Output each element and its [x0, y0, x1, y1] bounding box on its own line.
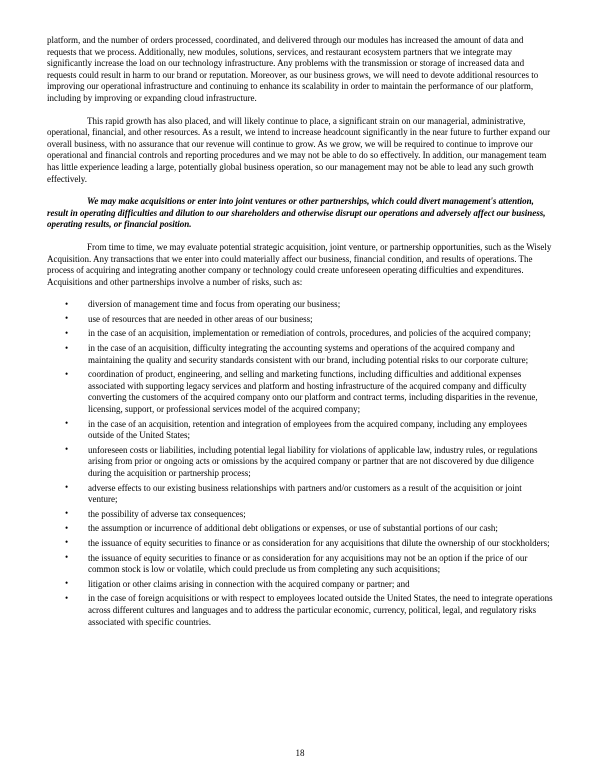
bullet-icon: •: [65, 298, 69, 309]
list-item-text: in the case of an acquisition, implementation or remediation of controls, procedures, and policies of the acquired company;: [88, 328, 531, 339]
list-item: [47, 419, 553, 442]
list-item: [47, 369, 553, 415]
bullet-icon: •: [65, 327, 69, 338]
bullet-icon: •: [65, 508, 69, 519]
bullet-icon: •: [65, 537, 69, 548]
list-item-text: the issuance of equity securities to finance or as consideration for any acquisitions may not be an option if the price of our common stock is low or volatile, which could preclude us from completing any such acquisitions;: [88, 552, 528, 575]
bullet-icon: •: [65, 592, 69, 603]
list-item: [47, 523, 553, 535]
bullet-icon: •: [65, 313, 69, 324]
list-item-text: the possibility of adverse tax consequences;: [88, 508, 246, 519]
list-item-text: diversion of management time and focus from operating our business;: [88, 299, 341, 310]
bullet-icon: •: [65, 578, 69, 589]
page-number: 18: [295, 748, 305, 759]
list-item: [47, 328, 553, 340]
list-item-text: adverse effects to our existing business relationships with partners and/or customers as a result of the acquisition or joint venture;: [88, 482, 522, 505]
list-item-text: the issuance of equity securities to finance or as consideration for any acquisitions that dilute the ownership of our stockholders;: [88, 537, 550, 548]
list-item: [47, 299, 553, 311]
list-item-text: litigation or other claims arising in connection with the acquired company or partner; and: [88, 578, 410, 589]
bullet-icon: •: [65, 342, 69, 353]
bullet-icon: •: [65, 418, 69, 429]
list-item: [47, 509, 553, 521]
list-item-text: unforeseen costs or liabilities, including potential legal liability for violations of applicable law, industry rules, or regulations arising from prior or ongoing acts or omissions by the acquired company or partner that are not discovered by due diligence during the acquisition or partnership process;: [88, 444, 538, 478]
bullet-icon: •: [65, 368, 69, 379]
list-item: [47, 483, 553, 506]
list-item: [47, 343, 553, 366]
bullet-icon: •: [65, 552, 69, 563]
body-paragraph: platform, and the number of orders processed, coordinated, and delivered through our modules has increased the amount of data and requests that we process. Additionally, new modules, solutions, services, and restaurant ecosystem partners that we integrate may significantly increase the load on our technology infrastructure. Any problems with the transmission or storage of increased data and requests could result in harm to our brand or reputation. Moreover, as our business grows, we will need to devote additional resources to improving our operational infrastructure and continuing to enhance its scalability in order to maintain the performance of our platform, including by improving or expanding cloud infrastructure.: [47, 35, 539, 103]
bullet-icon: •: [65, 482, 69, 493]
bullet-icon: •: [65, 444, 69, 455]
list-item-text: coordination of product, engineering, and selling and marketing functions, including difficulties and additional expenses associated with supporting legacy services and platform and hosting infrastructure of the acquired company and difficulty converting the customers of the acquired company onto our platform and contract terms, including disparities in the revenue, licensing, support, or professional services model of the acquired company;: [88, 369, 538, 415]
body-paragraph: This rapid growth has also placed, and will likely continue to place, a significant strain on our managerial, administrative, operational, financial, and other resources. As a result, we intend to increase headcount significantly in the near future to further expand our overall business, with no assurance that our revenue will continue to grow. As we grow, we will be required to continue to improve our operational and financial controls and reporting procedures and we may not be able to do so effectively. In addition, our management team has little experience leading a large, potentially global business operation, so our management may not be able to lead any such growth effectively.: [47, 115, 551, 184]
bullet-icon: •: [65, 522, 69, 533]
list-item: [47, 553, 553, 576]
list-item-text: in the case of an acquisition, difficulty integrating the accounting systems and operations of the acquired company and maintaining the quality and security standards consistent with our brand, including potential risks to our corporate culture;: [88, 343, 529, 365]
risk-factor-heading: We may make acquisitions or enter into joint ventures or other partnerships, which could divert management's attention, result in operating difficulties and dilution to our shareholders and otherwise disrupt our operations and adversely affect our business, operating results, or financial position.: [47, 196, 546, 230]
list-item-text: in the case of an acquisition, retention and integration of employees from the acquired company, including any employees outside of the United States;: [88, 418, 528, 441]
body-paragraph: From time to time, we may evaluate potential strategic acquisition, joint venture, or partnership opportunities, such as the Wisely Acquisition. Any transactions that we enter into could materially affect our business, financial condition, and results of operations. The process of acquiring and integrating another company or technology could create unforeseen operating difficulties and expenditures. Acquisitions and other partnerships involve a number of risks, such as:: [47, 241, 552, 287]
list-item: [47, 579, 553, 591]
list-item-text: use of resources that are needed in other areas of our business;: [88, 313, 313, 324]
list-item: [47, 538, 553, 550]
risk-bullet-list: [47, 299, 553, 628]
list-item: [47, 593, 553, 628]
list-item: [47, 314, 553, 326]
list-item-text: in the case of foreign acquisitions or with respect to employees located outside the United States, the need to integrate operations across different cultures and languages and to address the particular economic, currency, political, legal, and regulatory risks associated with specific countries.: [88, 593, 553, 627]
list-item-text: the assumption or incurrence of additional debt obligations or expenses, or use of substantial portions of our cash;: [88, 523, 498, 534]
list-item: [47, 445, 553, 480]
